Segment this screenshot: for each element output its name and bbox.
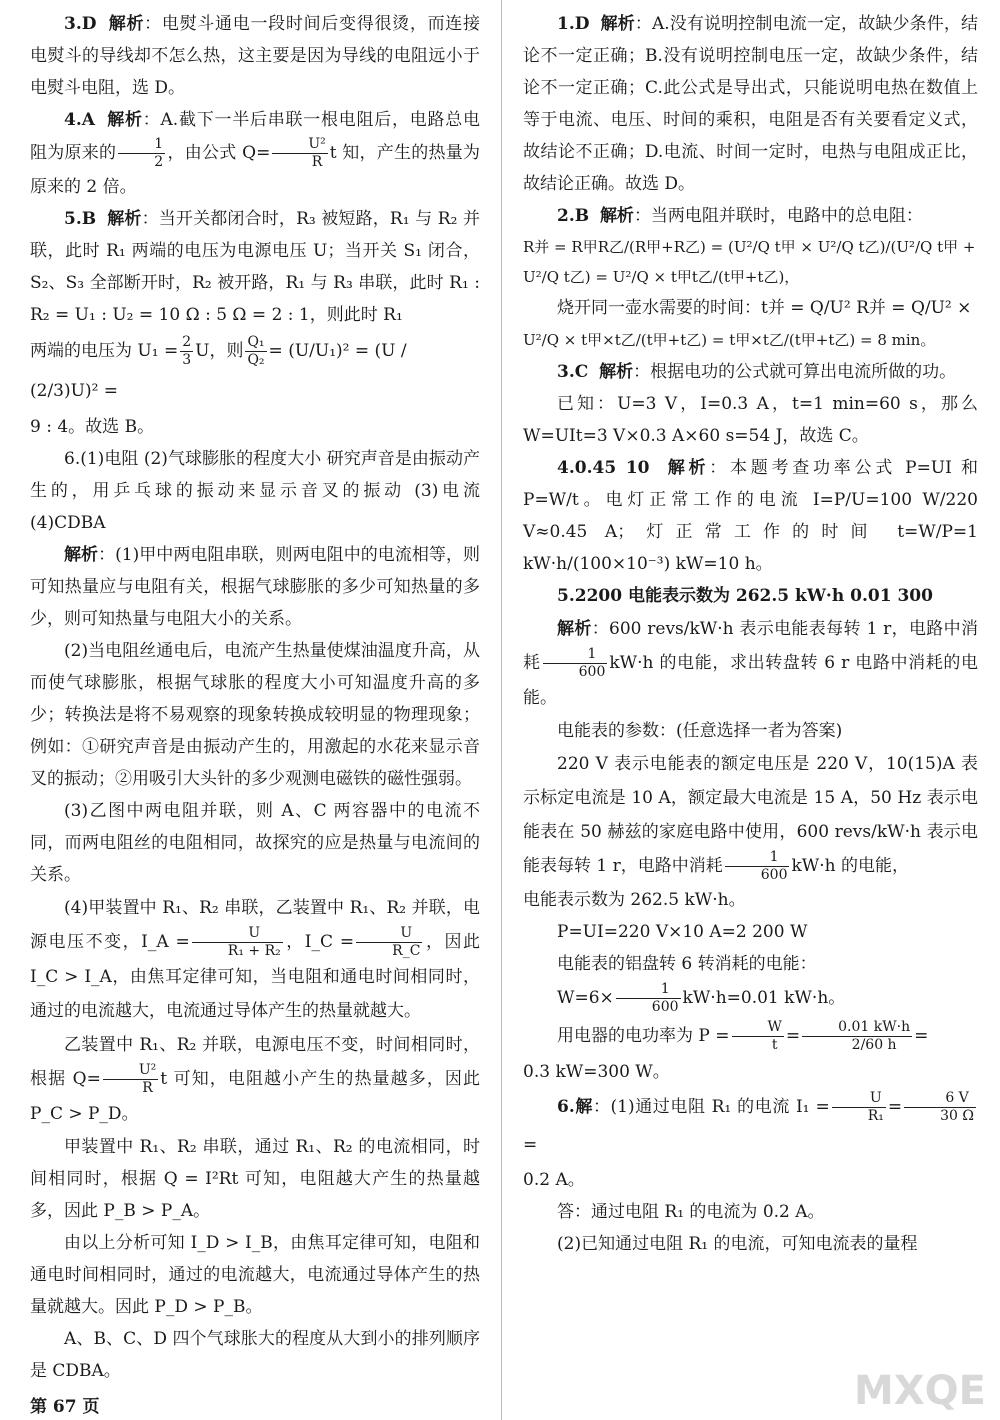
answer-6-p5: 乙装置中 R₁、R₂ 并联，电源电压不变，时间相同时，根据 Q= $\frac{\text{U²}}{R}$ t 可知，电阻越小产生的热量越多，因此 P_C > P_D。 <box>30 1035 480 1124</box>
answer-6-p1: 解析：(1)甲中两电阻串联，则两电阻中的电流相等，则可知热量应与电阻有关，根据气球膨胀的多少可知热量的多少，则可知热量与电阻大小的关系。 <box>30 545 481 629</box>
r-answer-3-body2: 已知：U=3 V，I=0.3 A，t=1 min=60 s，那么 W=UIt=3 V×0.3 A×60 s=54 J，故选 C。 <box>523 394 978 446</box>
r-answer-5-p5: P=UI=220 V×10 A=2 200 W <box>557 922 808 942</box>
analysis-label: 解析 <box>64 545 99 565</box>
answer-6-p8: A、B、C、D 四个气球胀大的程度从大到小的排列顺序是 CDBA。 <box>30 1329 480 1381</box>
analysis-label: 解析 <box>107 209 142 229</box>
r-answer-5-p2: 电能表的参数：(任意选择一者为答案) <box>557 721 843 741</box>
r-answer-2: 2.B 解析：当两电阻并联时，电路中的总电阻： <box>557 206 923 226</box>
r-answer-5-p9: 0.3 kW=300 W。 <box>523 1062 670 1082</box>
q-number: 4.A <box>64 110 95 130</box>
analysis-label: 解析 <box>557 619 592 639</box>
answer-6-p7: 由以上分析可知 I_D > I_B，由焦耳定律可知，电阻和通电时间相同时，通过的电流越大，电流通过导体产生的热量就越大。因此 P_D > P_B。 <box>30 1233 480 1317</box>
analysis-label: 解析 <box>599 206 634 226</box>
column-divider <box>501 0 502 1420</box>
answer-6-p4: (4)甲装置中 R₁、R₂ 串联，乙装置中 R₁、R₂ 并联，电源电压不变，I_A = $\frac{U}{\text{R₁ + R₂}}$ ，I_C = $\frac{U}{R\_C}$ ，因此 I_C > I_A，由焦耳定律可知，当电阻和通电时间相同时，通过的电流越大，电流通过导体产生的热量就越大。 <box>30 898 481 1021</box>
r-answer-2-eq: R并 = R甲R乙/(R甲+R乙) = (U²/Q t甲 × U²/Q t乙)/(U²/Q t甲 + U²/Q t乙) = U²/Q × t甲t乙/(t甲+t乙)， <box>523 238 976 286</box>
r-answer-6: 6.解：(1)通过电阻 R₁ 的电流 I₁ = $\frac{U}{\text{R₁}}$ = $\frac{6 V}{30 \Omega}$ = <box>523 1090 974 1155</box>
q-number: 5.B <box>64 209 97 229</box>
answer-text: ：当开关都闭合时，R₃ 被短路，R₁ 与 R₂ 并联，此时 R₁ 两端的电压为电源电压 U；当开关 S₁ 闭合，S₂、S₃ 全部断开时，R₂ 被开路，R₁ 与 R₃ 串联，此时 R₁ : R₂ = U₁ : U₂ = 10 Ω : 5 Ω = 2 : 1，则此时 R₁ <box>30 209 480 325</box>
answer-text: ，由公式 Q= <box>167 143 271 163</box>
r-answer-3: 3.C 解析：根据电功的公式就可算出电流所做的功。 <box>557 362 957 382</box>
r-answer-1: 1.D 解析：A.没有说明控制电流一定，故缺少条件，结论不一定正确；B.没有说明控制电压一定，故缺少条件，结论不一定正确；C.此公式是导出式，只能说明电热在数值上等于电流、电压、时间的乘积，电阻是否有关要看定义式，故结论不正确；D.电流、时间一定时，电热与电阻成正比，故结论正确。故选 D。 <box>523 14 979 194</box>
answer-text: t 知，产生的热量为原来的 2 倍。 <box>30 143 480 197</box>
answer-text: ：A.截下一半后串联一根电阻后，电路总电阻为原来的 <box>30 110 481 163</box>
r-answer-5-p8: 用电器的电功率为 P = $\frac{W}{t}$ = $\frac{0.01 kW\cdot h}{2/60 h}$ = <box>557 1019 929 1053</box>
r-answer-2-body2: 烧开同一壶水需要的时间：t并 = Q/U² R并 = Q/U² × <box>557 298 972 318</box>
answer-3 <box>30 8 480 104</box>
page-number: 第 67 页 <box>30 1397 100 1417</box>
r-answer-5-p4: 电能表示数为 262.5 kW·h。 <box>523 890 746 910</box>
analysis-label: 解析 <box>599 362 634 382</box>
analysis-label: 解析 <box>667 458 710 478</box>
right-column <box>505 0 1000 1420</box>
watermark-logo: MXQE <box>854 1368 986 1414</box>
r-answer-5-analysis: 解析：600 revs/kW·h 表示电能表每转 1 r，电路中消耗 $\frac{1}{600}$ kW·h 的电能，求出转盘转 6 r 电路中消耗的电能。 <box>523 619 979 708</box>
answer-6-head: 6.(1)电阻 (2)气球膨胀的程度大小 研究声音是由振动产生的，用乒乓球的振动来显示音叉的振动 (3)电流 (4)CDBA <box>30 449 480 533</box>
answer-text: ：电熨斗通电一段时间后变得很烫，而连接电熨斗的导线却不怎么热，这主要是因为导线的电阻远小于电熨斗电阻，选 D。 <box>30 14 481 98</box>
analysis-label: 解析 <box>600 14 635 34</box>
r-answer-5-p7: W=6× $\frac{1}{600}$ kW·h=0.01 kW·h。 <box>557 981 846 1015</box>
answer-6-p3: (3)乙图中两电阻并联，则 A、C 两容器中的电流不同，而两电阻丝的电阻相同，故探究的应是热量与电流间的关系。 <box>30 801 480 885</box>
fraction: $\frac{1}{2}$ <box>118 136 165 171</box>
q-number: 3.D <box>64 14 97 34</box>
r-answer-5-p6: 电能表的铝盘转 6 转消耗的电能： <box>557 954 817 974</box>
answer-5 <box>30 203 480 331</box>
answer-4 <box>30 104 480 203</box>
r-answer-4: 4.0.45 10 解析：本题考查功率公式 P=UI 和 P=W/t。电灯正常工作的电流 I=P/U=100 W/220 V≈0.45 A；灯正常工作的时间 t=W/P=1 kW·h/(100×10⁻³) kW=10 h。 <box>523 458 978 574</box>
answer-6-p2: (2)当电阻丝通电后，电流产生热量使煤油温度升高，从而使气球膨胀，根据气球胀的程度大小可知温度升高的多少；转换法是将不易观察的现象转换成较明显的物理现象；例如：①研究声音是由振动产生的，用激起的水花来显示音叉的振动；②用吸引大头针的多少观测电磁铁的磁性强弱。 <box>30 641 480 789</box>
analysis-label: 解析 <box>107 110 143 130</box>
fraction: $\frac{\text{U²}}{R}$ <box>272 136 327 171</box>
r-answer-5: 5.2200 电能表示数为 262.5 kW·h 0.01 300 <box>557 586 933 606</box>
answer-5-equation: 两端的电压为 U₁ = $\frac{2}{3}$ U，则 $\frac{\text{Q₁}}{\text{Q₂}}$ = (U/U₁)² = (U / (2/3)U)² = <box>30 334 407 401</box>
r-answer-6-p4: (2)已知通过电阻 R₁ 的电流，可知电流表的量程 <box>557 1234 918 1254</box>
answer-5-result: 9 : 4。故选 B。 <box>30 417 155 437</box>
r-answer-6-p2: 0.2 A。 <box>523 1170 585 1190</box>
r-answer-6-p3: 答：通过电阻 R₁ 的电流为 0.2 A。 <box>557 1202 825 1222</box>
r-answer-5-p3: 220 V 表示电能表的额定电压是 220 V，10(15)A 表示标定电流是 10 A，额定最大电流是 15 A，50 Hz 表示电能表在 50 赫兹的家庭电路中使用，600 revs/kW·h 表示电能表每转 1 r，电路中消耗 $\frac{1}{600}$ kW·h 的电能， <box>523 754 978 883</box>
analysis-label: 解析 <box>108 14 145 34</box>
r-answer-2-eq2: U²/Q × t甲×t乙/(t甲+t乙) = t甲×t乙/(t甲+t乙) = 8 min。 <box>523 331 936 349</box>
answer-6-p6: 甲装置中 R₁、R₂ 串联，通过 R₁、R₂ 的电流相同，时间相同时，根据 Q = I²Rt 可知，电阻越大产生的热量越多，因此 P_B > P_A。 <box>30 1137 480 1221</box>
